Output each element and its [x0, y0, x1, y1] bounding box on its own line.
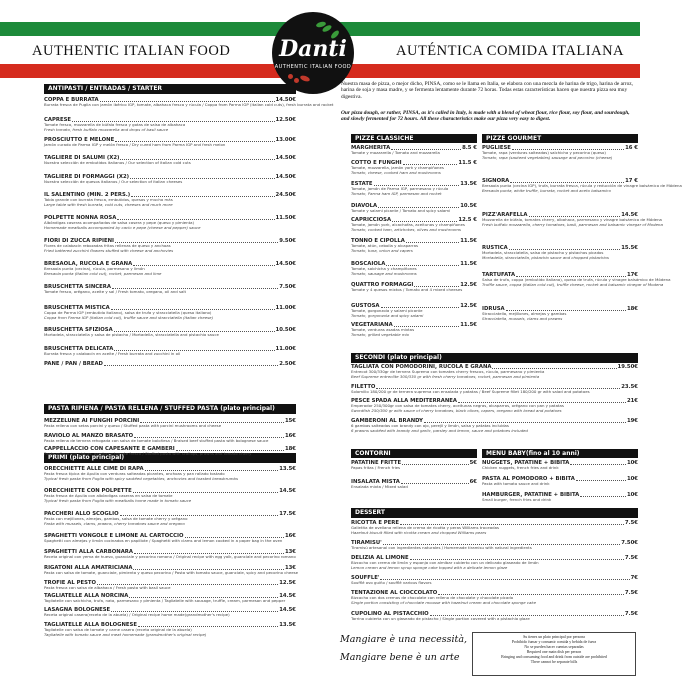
menu-item-description: Mortadela, stracciatella, salsa de pistacho y pistachos picados	[482, 250, 604, 255]
menu-item-tentazione-al-cioccolato	[351, 590, 638, 605]
menu-item-description: Receta original con yema de huevo, guanciale y pecorino romano / Original recipe with egg yolk, guanciale and pecorino romano	[44, 554, 296, 559]
menu-item-name: MEZZELUNE AI FUNGHI PORCINI	[44, 418, 140, 424]
menu-item-price: 13€	[284, 565, 296, 571]
menu-item-price: 17€	[626, 272, 638, 278]
menu-item-price: 18€	[284, 446, 296, 452]
menu-item-name: TARTUFATA	[482, 272, 516, 278]
menu-item-name: HAMBURGER, PATATINE + BIBITA	[482, 492, 580, 498]
menu-item-estate	[351, 181, 477, 196]
pinsa-intro-spanish: Nuestra masa de pizza, o mejor dicho, PINSA, como se le llama en Italia, se elabora con una mezcla de harina de trigo, harina de arroz, harina de soja y masa madre, y se fermenta lentamente durante 72 horas. Todas estas características hacen que nuestra pizza sea muy digestiva.	[341, 81, 634, 100]
menu-item-description: Jamón curado de Parma IGP y melón fresco / Dry cured ham from Parma IGP and fresh melon	[44, 142, 226, 147]
menu-item-description: Pasta fresca típica de Apulia con verduras salteadas picantes, anchoas y pan rallado tostado	[44, 471, 225, 476]
dot-leader	[570, 464, 626, 465]
menu-item-fiori-di-zucca-ripieni	[44, 238, 296, 253]
menu-item-name: ESTATE	[351, 181, 373, 187]
menu-item-description: Nuestra selección de embutidos italianos / Our selection of italian cold cuts	[44, 160, 191, 165]
menu-item-price: 9.50€	[279, 238, 296, 244]
menu-item-rustica	[482, 245, 638, 260]
dot-leader	[133, 265, 274, 266]
menu-item-description-english: Fresh buffalo mozzarella, cherry tomatoes, basil, parmesan and balsamic vinegar of Modena	[482, 221, 663, 227]
menu-item-description-english: Swordfish 250/300 gr with sauce of cherry tomatoes, black olives, capers, oregano with bread and potatoes	[351, 407, 562, 413]
menu-item-description-english: Tomato, Parma ham IGP, parmesan and rocket	[351, 190, 442, 196]
menu-item-mezzelune-ai-funghi-porcini	[44, 418, 296, 429]
menu-item-price: 12.5 €	[458, 217, 477, 223]
menu-item-cupolino-al-pistacchio	[351, 611, 638, 622]
menu-item-name: PROSCIUTTO E MELONE	[44, 137, 115, 143]
menu-item-name: PATATINE FRITTE	[351, 460, 402, 466]
menu-item-prosciutto-e-melone	[44, 137, 296, 148]
house-rules-notice	[472, 632, 636, 676]
menu-item-description: Bresaola punta (cecina IGP), trufa, burrata fresca, rúcula y reducción de vinagre balsámico de Módena	[482, 183, 682, 188]
menu-item-spaghetti-vongole-e-limone-al-cartoccio	[44, 533, 296, 544]
menu-item-description-english: Single portion consisting of chocolate mousse with hazelnut cream and chocolate sponge cake	[351, 599, 537, 605]
menu-item-name: BRUSCHETTA DELICATA	[44, 346, 114, 352]
menu-item-description-english: Tomato, cooked ham, artichokes, olives and mushrooms	[351, 226, 461, 232]
header-title-english: AUTHENTIC ITALIAN FOOD	[32, 43, 231, 59]
menu-item-description: Tagliatelle con salsa de tomate y carne casera (receta original de la abuela)	[44, 627, 192, 632]
menu-item-price: 17.5€	[279, 511, 296, 517]
menu-item-description: Tomate y mozzarella / Tomato and mozzarella	[351, 150, 440, 155]
menu-item-description: Tomate fresco, orégano, aceite y sal / Fresh tomato, oregano, oil and salt	[44, 289, 187, 294]
menu-item-price: 7.5€	[624, 520, 638, 526]
menu-item-price: 7.50€	[279, 284, 296, 290]
menu-item-bresaola-rucola-e-grana	[44, 261, 296, 276]
section-pizze-classiche-header: PIZZE CLASSICHE	[351, 134, 477, 143]
menu-item-description-english: Pasta with mussels, clams, prawns, cherry tomatoes sauce and oregano	[44, 520, 185, 526]
menu-item-name: BRUSCHETTA SFIZIOSA	[44, 327, 113, 333]
menu-item-name: LASAGNA BOLOGNESE	[44, 607, 111, 613]
menu-item-diavola	[351, 203, 477, 214]
menu-item-cotto-e-funghi	[351, 160, 477, 175]
menu-item-name: VEGETARIANA	[351, 322, 393, 328]
menu-item-name: TAGLIERE DI FORMAGGI (X2)	[44, 174, 130, 180]
section-secondi-header: SECONDI (plato principal)	[351, 353, 638, 363]
menu-item-description-english: Tomato, rapa (sauteed vegetables) sausage and pecorino (cheese)	[482, 154, 613, 160]
menu-item-name: PANE / PAN / BREAD	[44, 361, 103, 367]
menu-item-tagliatelle-alla-bolognese	[44, 622, 296, 637]
menu-item-insalata-mista	[351, 479, 477, 490]
menu-item-name: CAPPELLACCIO CON CAPESANTE E GAMBERI	[44, 446, 175, 452]
menu-item-description-english: Typical fresh pasta from Puglia with spicy sautéed vegetables, anchovies and toasted breadcrumbs	[44, 475, 239, 481]
menu-item-pizz-arafella	[482, 212, 663, 227]
menu-item-description: Tomate, salchicha y champiñones	[351, 266, 417, 271]
menu-item-description: Pasta fresca con salsa de albahaca / Fresh pasta with basil sauce	[44, 585, 171, 590]
menu-item-description: Tiramisú artesanal con ingredientes naturales / Homemade tiramisu with natural ingredients	[351, 545, 532, 550]
menu-item-trofie-al-pesto	[44, 580, 296, 591]
menu-item-patatine-fritte	[351, 460, 477, 471]
menu-item-name: SPAGHETTI VONGOLE E LIMONE AL CARTOCCIO	[44, 533, 184, 539]
menu-item-quattro-formaggi	[351, 282, 477, 293]
menu-item-name: TAGLIATA CON POMODORINI, RUCOLA E GRANA	[351, 364, 492, 370]
menu-item-description: Nuestra selección de quesos italianos / Our selection of italian cheeses	[44, 179, 183, 184]
menu-item-description: Salsa de trufa, coppa (embutido italiano), queso de trufa, rúcula y vinagre balsámico de Módena	[482, 277, 671, 282]
menu-item-description-english: 6 prawns sautéed with brandy and garlic, parsley and lemon, sauce and potatoes included	[351, 427, 528, 433]
dot-leader	[401, 483, 469, 484]
menu-item-row	[44, 361, 296, 367]
menu-item-description: Tomate, atún, cebolla y alcaparras	[351, 243, 419, 248]
menu-item-price: 12.5€	[460, 282, 477, 288]
menu-item-description-english: Bresaola punta, white truffle, burrata, rocket and aceto balsamico	[482, 187, 611, 193]
menu-item-description: Burrata fresca y calabacín en aceite / Fresh burrata and zucchini in oil	[44, 351, 181, 356]
menu-item-price: 14.5€	[279, 607, 296, 613]
menu-item-idrusa	[482, 306, 638, 321]
logo-name: Danti	[279, 36, 347, 62]
menu-item-description-english: Typical fresh pasta from Puglia with meatballs home made in tomato sauce	[44, 497, 192, 503]
menu-item-description: Tomate fresco, mozzarella de búfala fresca y gotas de salsa de albahaca	[44, 122, 186, 127]
menu-item-price: 7.50€	[621, 540, 638, 546]
menu-item-price: 12.5€	[279, 580, 296, 586]
section-menu-baby-header: MENU BABY(fino al 10 anni)	[482, 449, 638, 458]
menu-item-spaghetti-alla-carbonara	[44, 549, 296, 560]
menu-item-description: Receta original casera(receta de la abuela) / Original recipe home made(grandmother's recipe)	[44, 612, 230, 617]
menu-item-price: 14.5€	[621, 212, 638, 218]
menu-item-description-english: Bresaola punta (Italian cold cut), rocket, parmesan and lime	[44, 270, 162, 276]
menu-item-description: Albóndigas caseras acompañadas de salsa casera y pepe (queso y pimienta)	[44, 220, 195, 225]
menu-item-description: Solomillo 180/200 gr de ternera suprema con ensalada y patatas / Beef Supreme fillet 180/200 gr with salad and potatoes	[351, 389, 590, 394]
menu-item-name: TROFIE AL PESTO	[44, 580, 96, 586]
menu-item-price: 11.00€	[275, 346, 296, 352]
menu-item-name: NUGGETS, PATATINE + BIBITA	[482, 460, 570, 466]
menu-item-description: Burrata fresca de Puglia con jamón ibérico IGP, tomate, albahaca fresca y rúcula / Coppa from Parma IGP (italian cold cuts), fresh burrata and rocket	[44, 102, 334, 107]
menu-item-name: TONNO E CIPOLLA	[351, 238, 405, 244]
header-title-spanish: AUTÉNTICA COMIDA ITALIANA	[396, 43, 625, 59]
menu-item-filetto	[351, 384, 638, 395]
menu-item-vegetariana	[351, 322, 477, 337]
menu-item-price: 8.5 €	[462, 145, 477, 151]
menu-item-polpette-nonna-rosa	[44, 215, 296, 230]
section-contorni-header: CONTORNI	[351, 449, 477, 458]
menu-item-name: IL SALENTINO (MIN. 2 PERS.)	[44, 192, 131, 198]
notice-line: Prohibido fumar y consumir comida y bebida de fuera	[511, 640, 597, 644]
menu-item-name: COPPA E BURRATA	[44, 97, 99, 103]
dot-leader	[104, 365, 278, 366]
menu-item-name: TIRAMISU'	[351, 540, 382, 546]
menu-item-description: Tomate y salami picante / Tomato and spicy salami	[351, 208, 451, 213]
menu-item-price: 13.5€	[460, 181, 477, 187]
menu-item-name: PESCE SPADA ALLA MEDITERRANEA	[351, 398, 458, 404]
menu-item-description-english: Tomato, sausage and mushrooms	[351, 270, 417, 276]
menu-item-description: Pasta with tomato sauce and drink	[482, 481, 550, 486]
menu-item-description: Tarrina cubierta con un glaseado de pistacho / Single portion covered with a pistachio glaze	[351, 616, 530, 621]
menu-item-price: 11.00€	[275, 305, 296, 311]
menu-item-price: 21€	[626, 398, 638, 404]
menu-item-price: 14.50€	[275, 155, 296, 161]
menu-item-description: Pasta con mejillones, almejas, gambas, salsa de tomate cherry y orégano	[44, 516, 188, 521]
menu-item-tagliatelle-alla-norcina	[44, 593, 296, 604]
menu-item-price: 16 €	[625, 145, 638, 151]
menu-item-price: 18€	[626, 306, 638, 312]
menu-item-description: Tabla grande con burrata fresca, embutidos, quesos y mucho más	[44, 197, 173, 202]
menu-item-name: RUSTICA	[482, 245, 508, 251]
menu-item-price: 12.5€	[460, 303, 477, 309]
menu-item-tartufata	[482, 272, 671, 287]
menu-item-description: Bresaola punta (cecina), rúcula, parmesano y limón	[44, 266, 145, 271]
menu-item-gustosa	[351, 303, 477, 318]
menu-item-ricotta-e-pere	[351, 520, 638, 535]
menu-item-description: Tomate, verduras asadas mixtas	[351, 327, 415, 332]
notice-line: Required one main dish per person	[526, 650, 582, 654]
menu-item-description: Stracciatella, mejillones, almejas y gambas	[482, 311, 567, 316]
menu-item-name: TAGLIATELLE ALLA NORCINA	[44, 593, 129, 599]
menu-item-name: CAPRESE	[44, 117, 71, 123]
menu-item-bruschetta-delicata	[44, 346, 296, 357]
menu-item-price: 15€	[284, 418, 296, 424]
menu-item-caprese	[44, 117, 296, 132]
menu-item-description: Tomate, jamón york, alcachofas, aceitunas y champiñones	[351, 222, 465, 227]
menu-item-price: 6€	[469, 479, 477, 485]
dot-leader	[580, 496, 626, 497]
menu-item-description: Tagliatelle con salchicha, trufa, nata, parmesano y pimienta / Tagliatelle with sausage, truffle, cream, parmesan and pepper	[44, 598, 286, 603]
menu-item-name: PACCHERI ALLO SCOGLIO	[44, 511, 119, 517]
menu-item-description: Tomate, rapa (verduras salteadas) salchicha y pecorino (queso)	[482, 150, 606, 155]
menu-item-tagliere-di-formaggi-x2	[44, 174, 296, 185]
menu-item-cappellaccio-con-capesante-e-gamberi	[44, 446, 296, 457]
menu-item-description-english: Tomato, grilled vegetable mix	[351, 331, 410, 337]
menu-item-description: Coppa de Parma IGP (embutido italiano), salsa de trufa y stracciatella (queso italiano)	[44, 310, 212, 315]
menu-item-bruschetta-sfiziosa	[44, 327, 296, 338]
menu-item-name: PASTA AL POMODORO + BIBITA	[482, 476, 575, 482]
menu-item-description: Pasta rellena con vieiras, gambas y tomate fresco / Stuffed pasta with scallops, prawns and tomato cherry	[44, 451, 252, 456]
menu-item-description-english: Fried battered zucchini flowers stuffed with cheese and anchovies	[44, 247, 174, 253]
menu-item-price: 10€	[626, 476, 638, 482]
menu-item-description: Mortadela, stracciatella y salsa de pistacho / Mortadella, stracciatella and pistachio sauce	[44, 332, 219, 337]
menu-item-name: INSALATA MISTA	[351, 479, 400, 485]
menu-item-price: 11.5 €	[458, 160, 477, 166]
dot-leader	[402, 464, 469, 465]
section-pizze-gourmet-header: PIZZE GOURMET	[482, 134, 638, 143]
menu-item-price: 19.50€	[617, 364, 638, 370]
menu-item-description: Pasta rellena de ternera rehogada con salsa de tomate boloñesa / Braised beef stuffed pasta with bolognese sauce	[44, 438, 269, 443]
menu-item-name: COTTO E FUNGHI	[351, 160, 402, 166]
menu-item-description: Tomate, mozzarella, jamón york y champiñones	[351, 165, 444, 170]
menu-item-price: 11.5€	[460, 261, 477, 267]
menu-item-description-english: Truffle sauce, coppa (italian cold cut), truffle cheese, rocket and balsamic vinegar of Modena	[482, 281, 664, 287]
menu-item-description: Ensalada mixta / Mixed salad	[351, 484, 408, 489]
menu-item-description: Papas fritas / French fries	[351, 465, 401, 470]
menu-item-name: SPAGHETTI ALLA CARBONARA	[44, 549, 133, 555]
section-primi-header: PRIMI (plato principal)	[44, 453, 296, 463]
menu-item-price: 16€	[284, 433, 296, 439]
menu-item-description: Pasta con salsa de tomate, guanciale, pimienta y queso pecorino / Pasta with tomato sauce, guanciale, spicy and pecorino cheese	[44, 570, 299, 575]
menu-item-name: CAPRICCIOSA	[351, 217, 392, 223]
menu-item-name: DELIZIA AL LIMONE	[351, 555, 409, 561]
menu-item-description-english: Lemon cream and lemon syrup sponge cake topped with a delicate lemon glaze	[351, 564, 508, 570]
menu-item-description-english: Tomato, tuna, onion and capers	[351, 247, 413, 253]
menu-item-description: Emperador 250/300gr con salsa de tomates cherry, aceitunas negras, alcaparras, orégano con pan y patatas	[351, 403, 564, 408]
menu-item-name: BRUSCHETTA SINCERA	[44, 284, 111, 290]
menu-item-description: Chicken nuggets, french fries and drink	[482, 465, 559, 470]
menu-item-tagliata-con-pomodorini-rucola-e-grana	[351, 364, 638, 379]
menu-item-price: 14.50€	[275, 174, 296, 180]
dot-leader	[576, 480, 626, 481]
menu-item-price: 2.50€	[279, 361, 296, 367]
menu-item-price: 7.5€	[624, 555, 638, 561]
menu-item-description-english: Large table with fresh burrata, cold cuts, cheeses and much more	[44, 201, 173, 207]
menu-item-description: 6 gambas salteadas con brandy con ajo, perejil y limón, salsa y patatas incluidas	[351, 423, 509, 428]
pinsa-intro-english: Our pizza dough, or rather, PINSA, as it's called in Italy, is made with a blend of wheat flour, rice flour, soy flour, and sourdough, and slowly fermented for 72 hours. All these characteristics make our pizza very easy to digest.	[341, 110, 630, 123]
menu-item-description-english: Fresh tomato, fresh buffalo mozzarella and drops of basil sauce	[44, 126, 169, 132]
menu-item-tonno-e-cipolla	[351, 238, 477, 253]
section-antipasti-header: ANTIPASTI / ENTRADAS / STARTER	[44, 84, 296, 94]
menu-item-name: BRESAOLA, RUCOLA E GRANA	[44, 261, 133, 267]
notice-line: No se pueden hacer cuentas separadas	[524, 645, 584, 649]
menu-item-description-english: Tagliatelle with tomato sauce and meat homemade (grandmother's original recipe)	[44, 631, 207, 637]
berry-icon	[288, 74, 293, 79]
menu-item-description-english: Tomato, gorgonzola and spicy salami	[351, 312, 424, 318]
menu-item-description-english: Coppa from Parma IGP (italian cold cut), truffle sauce and stracciatella (italian cheese)	[44, 314, 214, 320]
menu-item-price: 13.5€	[279, 622, 296, 628]
menu-item-name: MARGHERITA	[351, 145, 391, 151]
menu-item-name: TAGLIERE DI SALUMI (X2)	[44, 155, 120, 161]
notice-line: There cannot be separate bills	[530, 660, 578, 664]
menu-item-description-english: Stracciatella, mussels, clams and prawns	[482, 315, 563, 321]
menu-item-name: FIORI DI ZUCCA RIPIENI	[44, 238, 114, 244]
menu-item-orecchiette-con-polpette	[44, 488, 296, 503]
menu-item-description-english: Homemade meatballs accompanied by cacio e pepe (cheese and pepper) sauce	[44, 224, 201, 230]
section-pasta-ripiena-header: PASTA RIPIENA / PASTA RELLENA / STUFFED PASTA (plato principal)	[44, 404, 296, 414]
menu-item-description: Spaghetti con almejas y limón cocinados en papillote / Spaghetti with clams and lemon cooked in a paper bag in the oven	[44, 538, 283, 543]
menu-item-name: RICOTTA E PERE	[351, 520, 399, 526]
quote-line-1: Mangiare è una necessità,	[340, 634, 468, 645]
menu-item-price: 13.00€	[275, 137, 296, 143]
menu-item-nuggets-patatine-bibita	[482, 460, 638, 471]
menu-item-signora	[482, 178, 682, 193]
menu-item-description-english: Mortadella, stracciatella, pistachio sauce and chopped pistachios	[482, 254, 609, 260]
menu-item-description: Galletita de avellana rellena de crema de ricotta y peras Williams troceadas	[351, 525, 499, 530]
section-dessert-header: DESSERT	[351, 508, 638, 518]
menu-item-name: CUPOLINO AL PISTACCHIO	[351, 611, 429, 617]
menu-item-description-english: Tomato, cheese, cooked ham and mushrooms	[351, 169, 441, 175]
menu-item-price: 12.50€	[275, 117, 296, 123]
menu-item-name: PIZZ'ARAFELLA	[482, 212, 528, 218]
menu-item-price: 5€	[469, 460, 477, 466]
menu-item-price: 15.5€	[621, 245, 638, 251]
berry-icon	[294, 78, 299, 83]
menu-item-price: 17 €	[625, 178, 638, 184]
menu-item-description: Pasta rellena con setas porcini y queso / Stuffed pasta with porcini mushrooms and cheese	[44, 423, 222, 428]
menu-item-tiramisu	[351, 540, 638, 551]
quote-line-2: Mangiare bene è un arte	[340, 652, 460, 663]
menu-item-coppa-e-burrata	[44, 97, 334, 108]
menu-item-name: QUATTRO FORMAGGI	[351, 282, 414, 288]
menu-item-name: ORECCHIETTE ALLE CIME DI RAPA	[44, 466, 144, 472]
menu-item-price: 11.50€	[275, 215, 296, 221]
menu-item-boscaiola	[351, 261, 477, 276]
menu-item-name: GUSTOSA	[351, 303, 380, 309]
menu-item-description: Tomate, gorgonzola y salami picante	[351, 308, 423, 313]
menu-item-gamberoni-al-brandy	[351, 418, 638, 433]
menu-item-delizia-al-limone	[351, 555, 638, 570]
menu-item-description: Soufflé ovo guiño / soufflé various flavors	[351, 580, 432, 585]
menu-item-capricciosa	[351, 217, 477, 232]
menu-item-name: DIAVOLA	[351, 203, 378, 209]
menu-item-price: 7.5€	[624, 611, 638, 617]
leaf-icon	[299, 74, 310, 82]
menu-item-price: 23.5€	[621, 384, 638, 390]
menu-item-il-salentino-min-2-pers	[44, 192, 296, 207]
menu-item-price: 11.5€	[460, 238, 477, 244]
menu-item-tagliere-di-salumi-x2	[44, 155, 296, 166]
menu-item-margherita	[351, 145, 477, 156]
menu-item-description-english: Hazelnut biscuit filled with ricotta cream and chopped Williams pears	[351, 529, 487, 535]
menu-item-pane-pan-bread	[44, 361, 296, 367]
menu-item-price: 13€	[284, 549, 296, 555]
menu-item-hamburger-patatine-bibita	[482, 492, 638, 503]
menu-item-price: 10.5€	[460, 203, 477, 209]
menu-item-price: 14.5€	[279, 593, 296, 599]
menu-item-name: RAVIOLO AL MANZO BRASATO	[44, 433, 134, 439]
menu-item-price: 14.50€	[275, 261, 296, 267]
menu-item-description: Bizcocho con dos cremas de chocolate con relleno de chocolate y chocolate picado	[351, 595, 514, 600]
menu-item-price: 10.50€	[275, 327, 296, 333]
menu-item-name: IDRUSA	[482, 306, 505, 312]
notice-line: Bringing and consuming food and drink from outside are prohibited	[501, 655, 607, 659]
menu-item-lasagna-bolognese	[44, 607, 296, 618]
menu-item-name: BRUSCHETTA MISTICA	[44, 305, 110, 311]
menu-item-description: Flores de calabacín rebozadas fritas rellenas de queso y anchoas	[44, 243, 171, 248]
notice-line: Su tienes un plato principal por persona	[523, 635, 585, 639]
menu-item-price: 19€	[626, 418, 638, 424]
menu-item-name: TAGLIATELLE ALLA BOLOGNESE	[44, 622, 137, 628]
menu-item-description: Small burger, french fries and drink	[482, 497, 552, 502]
menu-item-name: SOUFFLE'	[351, 575, 380, 581]
menu-item-pugliese	[482, 145, 638, 160]
menu-item-description: Bizcocho con crema de limón y esponja con almíbar cubierto con un delicado glaseado de limón	[351, 560, 539, 565]
menu-item-souffle	[351, 575, 638, 586]
menu-item-price: 14.50€	[275, 97, 296, 103]
menu-item-rigatoni-alla-amatriciana	[44, 565, 299, 576]
menu-item-price: 11.5€	[460, 322, 477, 328]
menu-item-bruschetta-sincera	[44, 284, 296, 295]
menu-item-name: RIGATONI ALLA AMATRICIANA	[44, 565, 133, 571]
menu-item-price: 10€	[626, 460, 638, 466]
menu-item-price: 7€	[630, 575, 638, 581]
menu-item-description: Mozzarella de búfala, tomates cherry, albahaca, parmesano y vinagre balsámico de Módena	[482, 217, 662, 222]
menu-item-pasta-al-pomodoro-bibita	[482, 476, 638, 487]
menu-item-description-english: Beef Supreme entrecôte 300/330 gr with fresh cherry tomatoes, rocket, parmesan and pimienta	[351, 373, 540, 379]
menu-item-name: ORECCHIETTE CON POLPETTE	[44, 488, 132, 494]
menu-item-price: 24.50€	[275, 192, 296, 198]
menu-item-name: BOSCAIOLA	[351, 261, 386, 267]
menu-item-paccheri-allo-scoglio	[44, 511, 296, 526]
menu-item-orecchiette-alle-cime-di-rapa	[44, 466, 296, 481]
menu-item-pesce-spada-alla-mediterranea	[351, 398, 638, 413]
menu-item-name: TENTAZIONE AL CIOCCOLATO	[351, 590, 438, 596]
menu-item-name: FILETTO	[351, 384, 376, 390]
menu-item-description: Entrecot 300/330gr de ternera Suprema con tomates cherry frescos, rúcula, parmesano y pimienta	[351, 369, 545, 374]
menu-item-price: 14.5€	[279, 488, 296, 494]
menu-item-raviolo-al-manzo-brasato	[44, 433, 296, 444]
menu-item-name: SIGNORA	[482, 178, 510, 184]
logo-tagline: AUTHENTIC ITALIAN FOOD	[274, 64, 352, 70]
menu-item-price: 7.5€	[624, 590, 638, 596]
menu-item-description: Tomate, jamón de Parma IGP, parmesano y rúcula	[351, 186, 449, 191]
menu-item-bruschetta-mistica	[44, 305, 296, 320]
menu-item-description: Pasta fresca de Apulia con albóndigas caseras en salsa de tomate	[44, 493, 173, 498]
menu-item-price: 13.5€	[279, 466, 296, 472]
menu-item-price: 16€	[284, 533, 296, 539]
menu-item-name: PUGLIESE	[482, 145, 511, 151]
menu-item-price: 10€	[626, 492, 638, 498]
menu-item-name: POLPETTE NONNA ROSA	[44, 215, 117, 221]
menu-item-description: Tomate y 4 quesos mixtos / Tomato and 4 mixed cheeses	[351, 287, 463, 292]
menu-item-name: GAMBERONI AL BRANDY	[351, 418, 424, 424]
